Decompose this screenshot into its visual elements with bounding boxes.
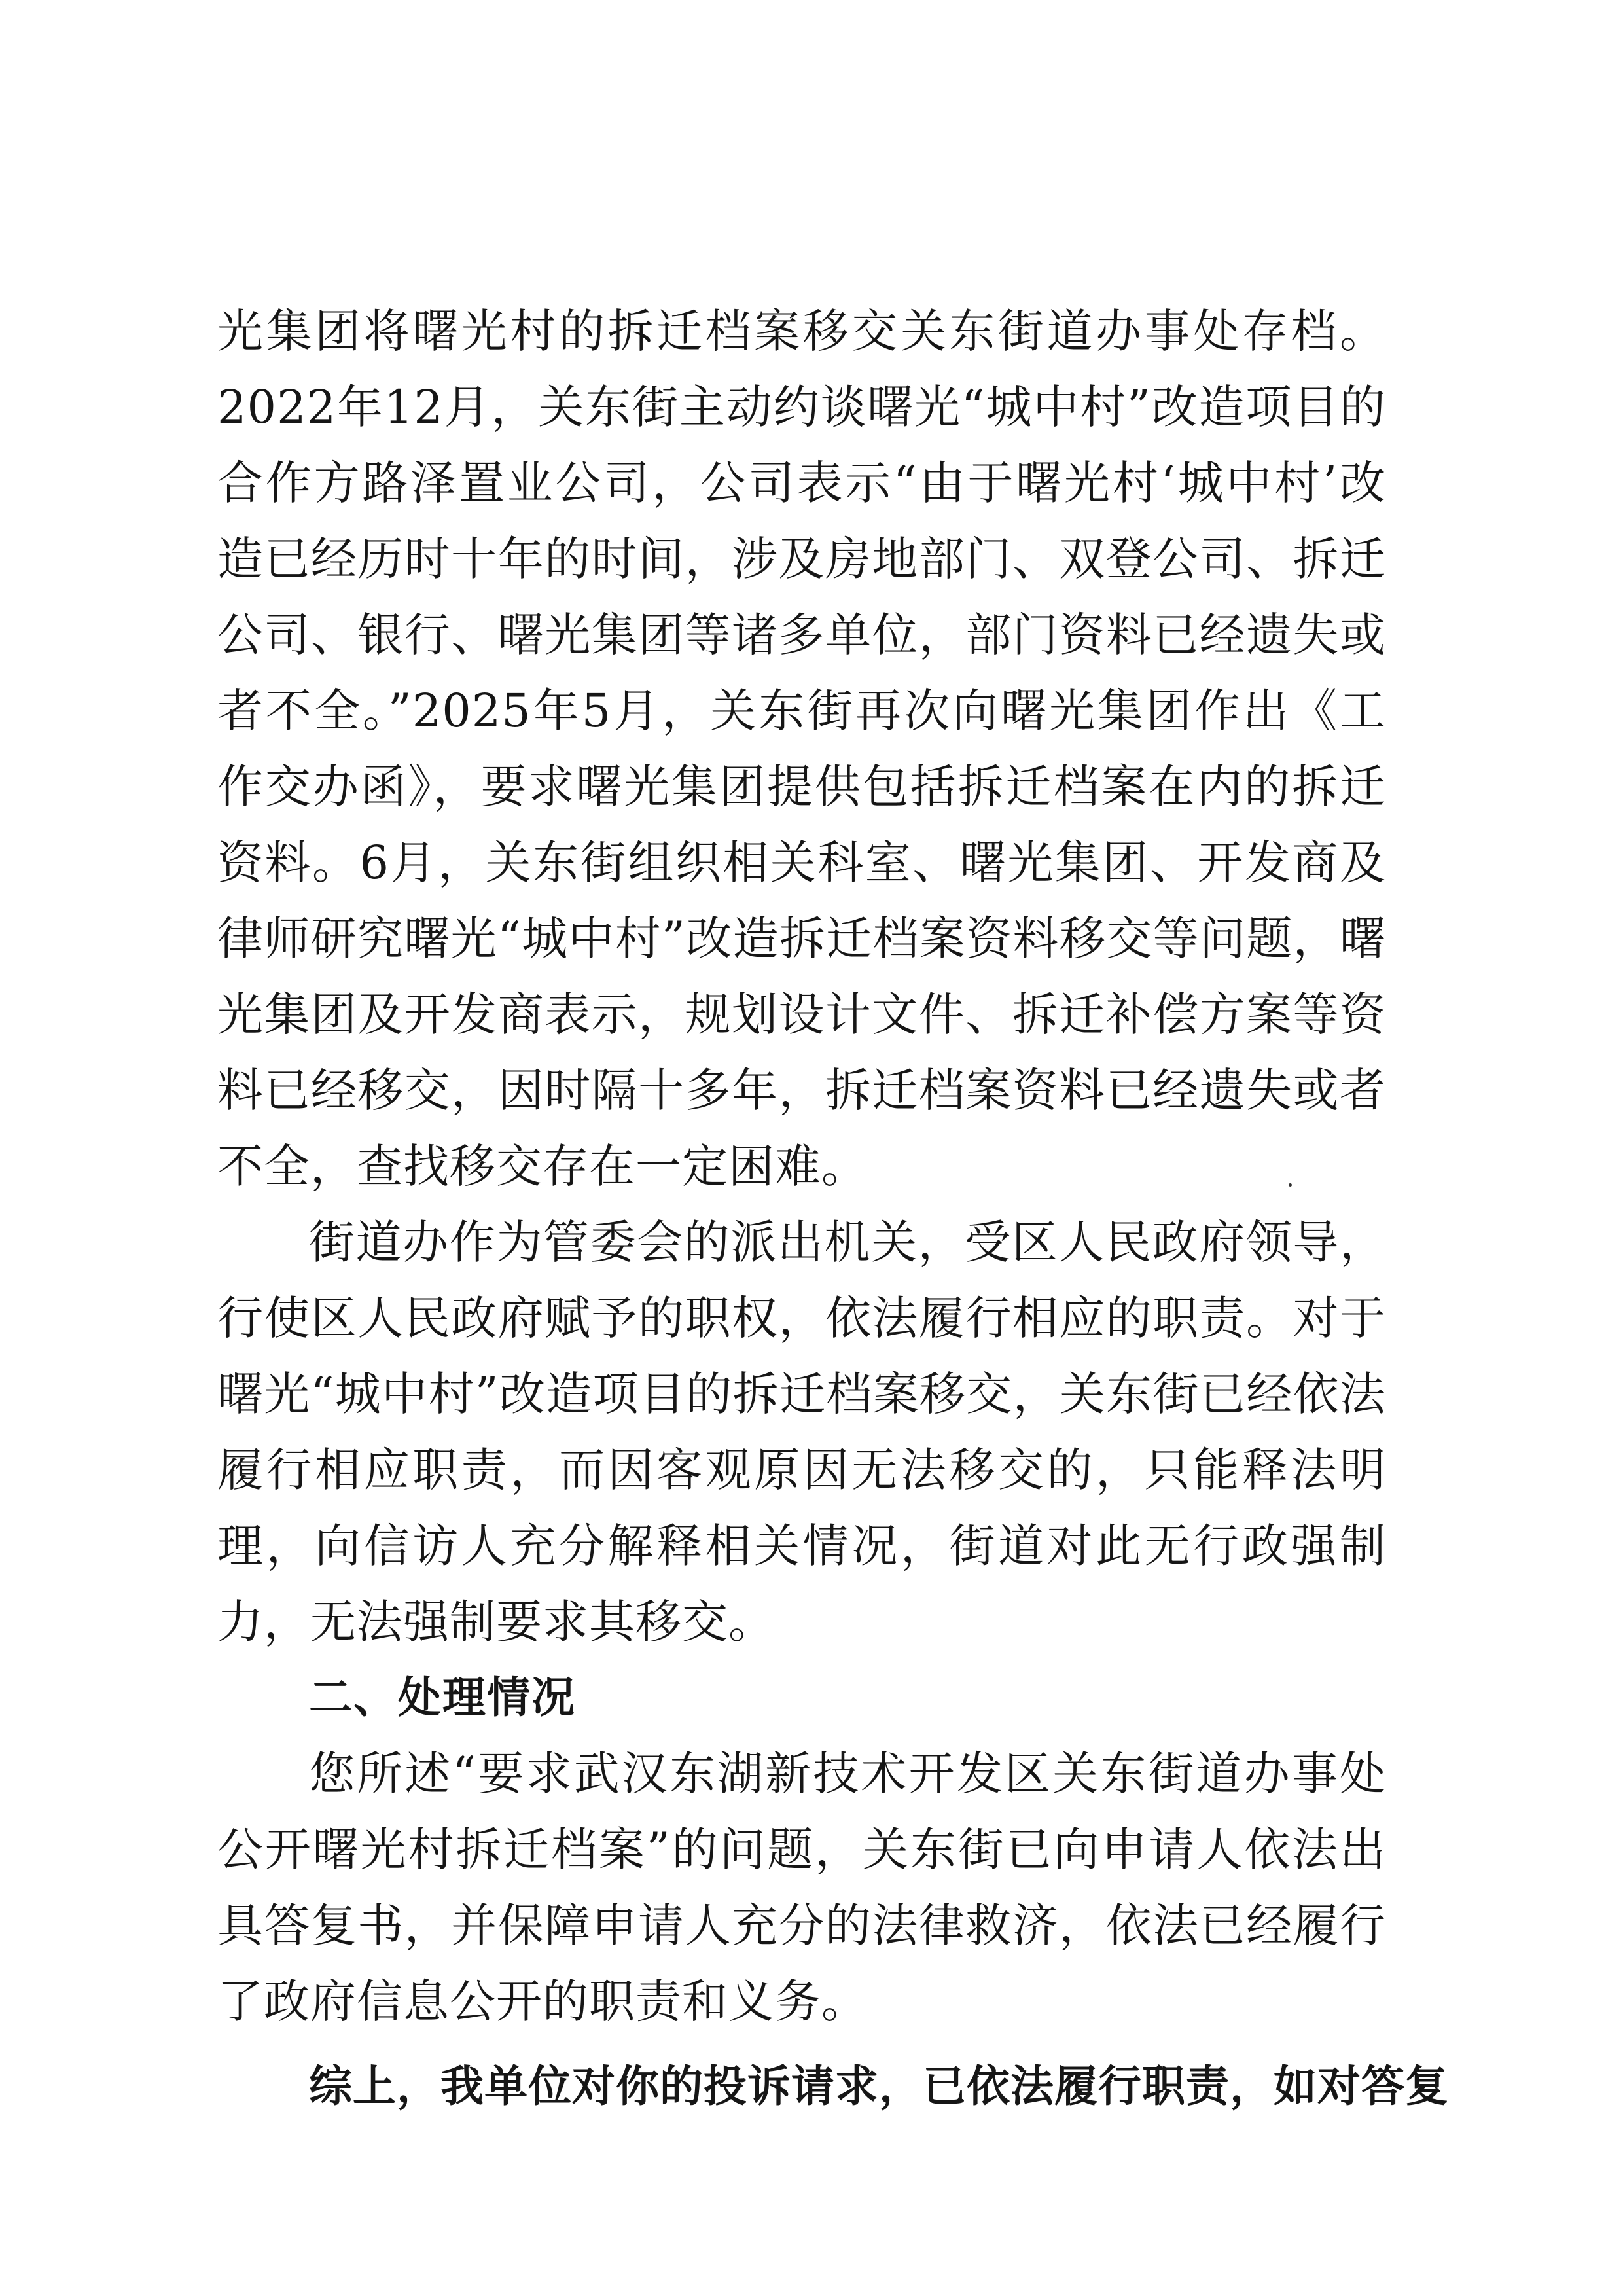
paragraph-handling-details: 您所述“要求武汉东湖新技术开发区关东街道办事处公开曙光村拆迁档案”的问题，关东街已向申请人依法出具答复书，并保障申请人充分的法律救济，依法已经履行了政府信息公开的职责和义务。 [217, 1747, 1386, 2028]
paragraph-demolition-archive-history: 光集团将曙光村的拆迁档案移交关东街道办事处存档。2022年12月，关东街主动约谈曙光“城中村”改造项目的合作方路泽置业公司，公司表示“由于曙光村‘城中村’改造已经历时十年的时间，涉及房地部门、双登公司、拆迁公司、银行、曙光集团等诸多单位，部门资料已经遗失或者不全。”2025年5月，关东街再次向曙光集团作出《工作交办函》，要求曙光集团提供包括拆迁档案在内的拆迁资料。6月，关东街组织相关科室、曙光集团、开发商及律师研究曙光“城中村”改造拆迁档案资料移交等问题，曙光集团及开发商表示，规划设计文件、拆迁补偿方案等资料已经移交，因时隔十多年，拆迁档案资料已经遗失或者不全，查找移交存在一定困难。 [217, 304, 1386, 1193]
section-heading-handling: 二、处理情况 [309, 1672, 576, 1723]
document-body [217, 293, 1449, 2168]
paragraph-street-office-duties: 街道办作为管委会的派出机关，受区人民政府领导，行使区人民政府赋予的职权，依法履行相应的职责。对于曙光“城中村”改造项目的拆迁档案移交，关东街已经依法履行相应职责，而因客观原因无法移交的，只能释法明理，向信访人充分解释相关情况，街道对此无行政强制力，无法强制要求其移交。 [217, 1215, 1386, 1649]
paragraph-conclusion: 综上，我单位对你的投诉请求，已依法履行职责，如对答复 [309, 2061, 1449, 2111]
scan-speck [1289, 1183, 1292, 1187]
